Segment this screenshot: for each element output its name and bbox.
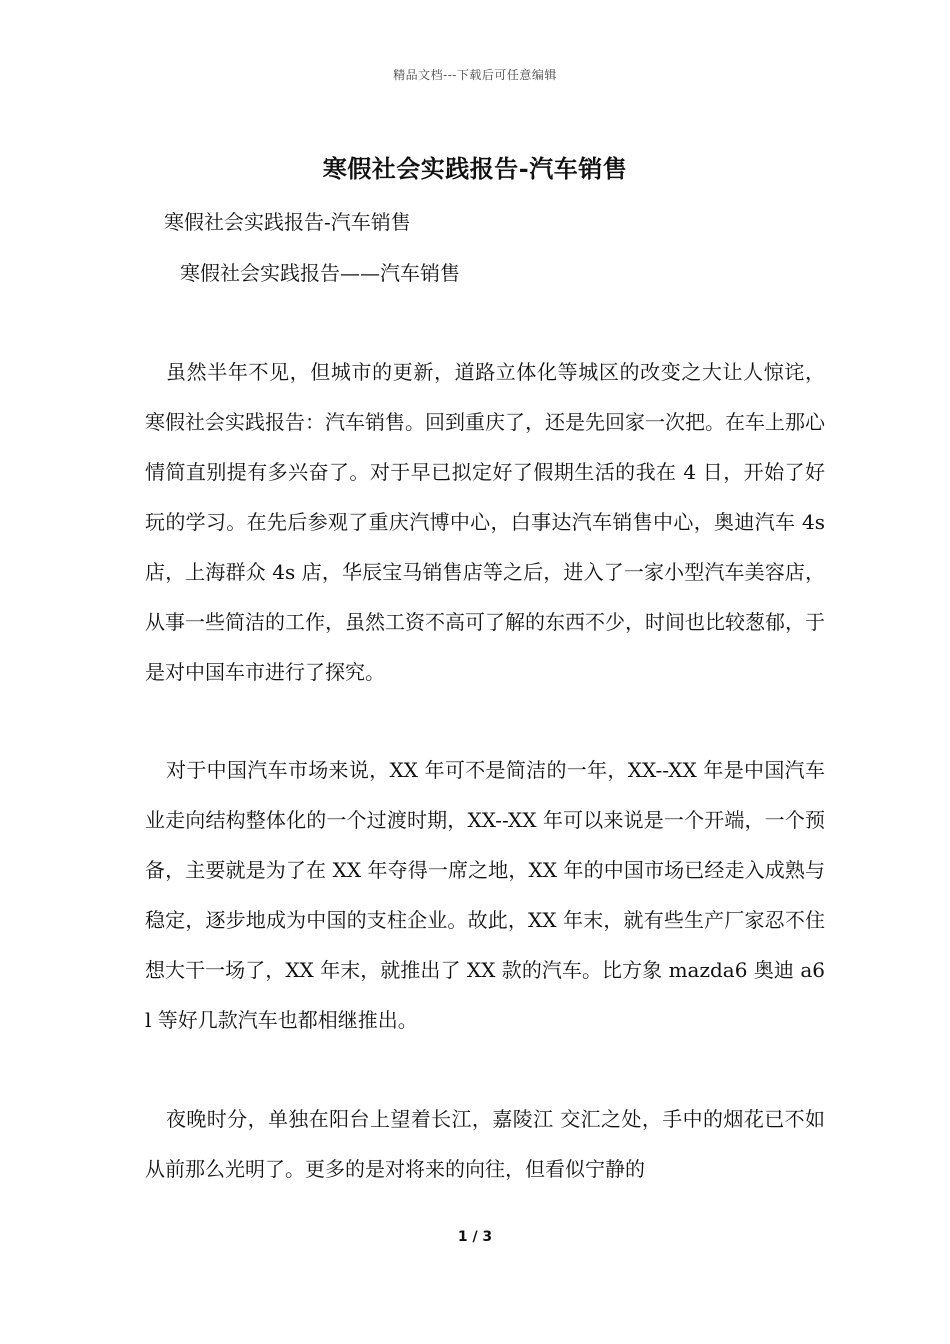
body-paragraph-3: 夜晚时分，单独在阳台上望着长江，嘉陵江 交汇之处，手中的烟花已不如从前那么光明了。更多的是对将来的向往，但看似宁静的 [145,1107,825,1181]
document-title: 寒假社会实践报告-汽车销售 [322,154,628,183]
page-number: 1 / 3 [457,1229,493,1245]
document-subtitle-secondary: 寒假社会实践报告——汽车销售 [180,261,460,285]
body-paragraph-1: 虽然半年不见，但城市的更新，道路立体化等城区的改变之大让人惊诧，寒假社会实践报告：汽车销售。回到重庆了，还是先回家一次把。在车上那心情简直别提有多兴奋了。对于早已拟定好了假期生活的我在 4 日，开始了好玩的学习。在先后参观了重庆汽博中心，白事达汽车销售中心，奥迪汽车 4s 店，上海群众 4s 店，华辰宝马销售店等之后，进入了一家小型汽车美容店，从事一些简洁的工作，虽然工资不高可了解的东西不少，时间也比较葱郁，于是对中国车市进行了探究。 [145,360,825,684]
document-subtitle: 寒假社会实践报告-汽车销售 [164,210,411,234]
body-paragraph-2: 对于中国汽车市场来说，XX 年可不是简洁的一年，XX--XX 年是中国汽车业走向结构整体化的一个过渡时期，XX--XX 年可以来说是一个开端，一个预备，主要就是为了在 XX 年夺得一席之地，XX 年的中国市场已经走入成熟与稳定，逐步地成为中国的支柱企业。故此，XX 年末，就有些生产厂家忍不住想大干一场了，XX 年末，就推出了 XX 款的汽车。比方象 mazda6 奥迪 a6l 等好几款汽车也都相继推出。 [145,758,825,1032]
header-note: 精品文档---下载后可任意编辑 [393,68,557,82]
